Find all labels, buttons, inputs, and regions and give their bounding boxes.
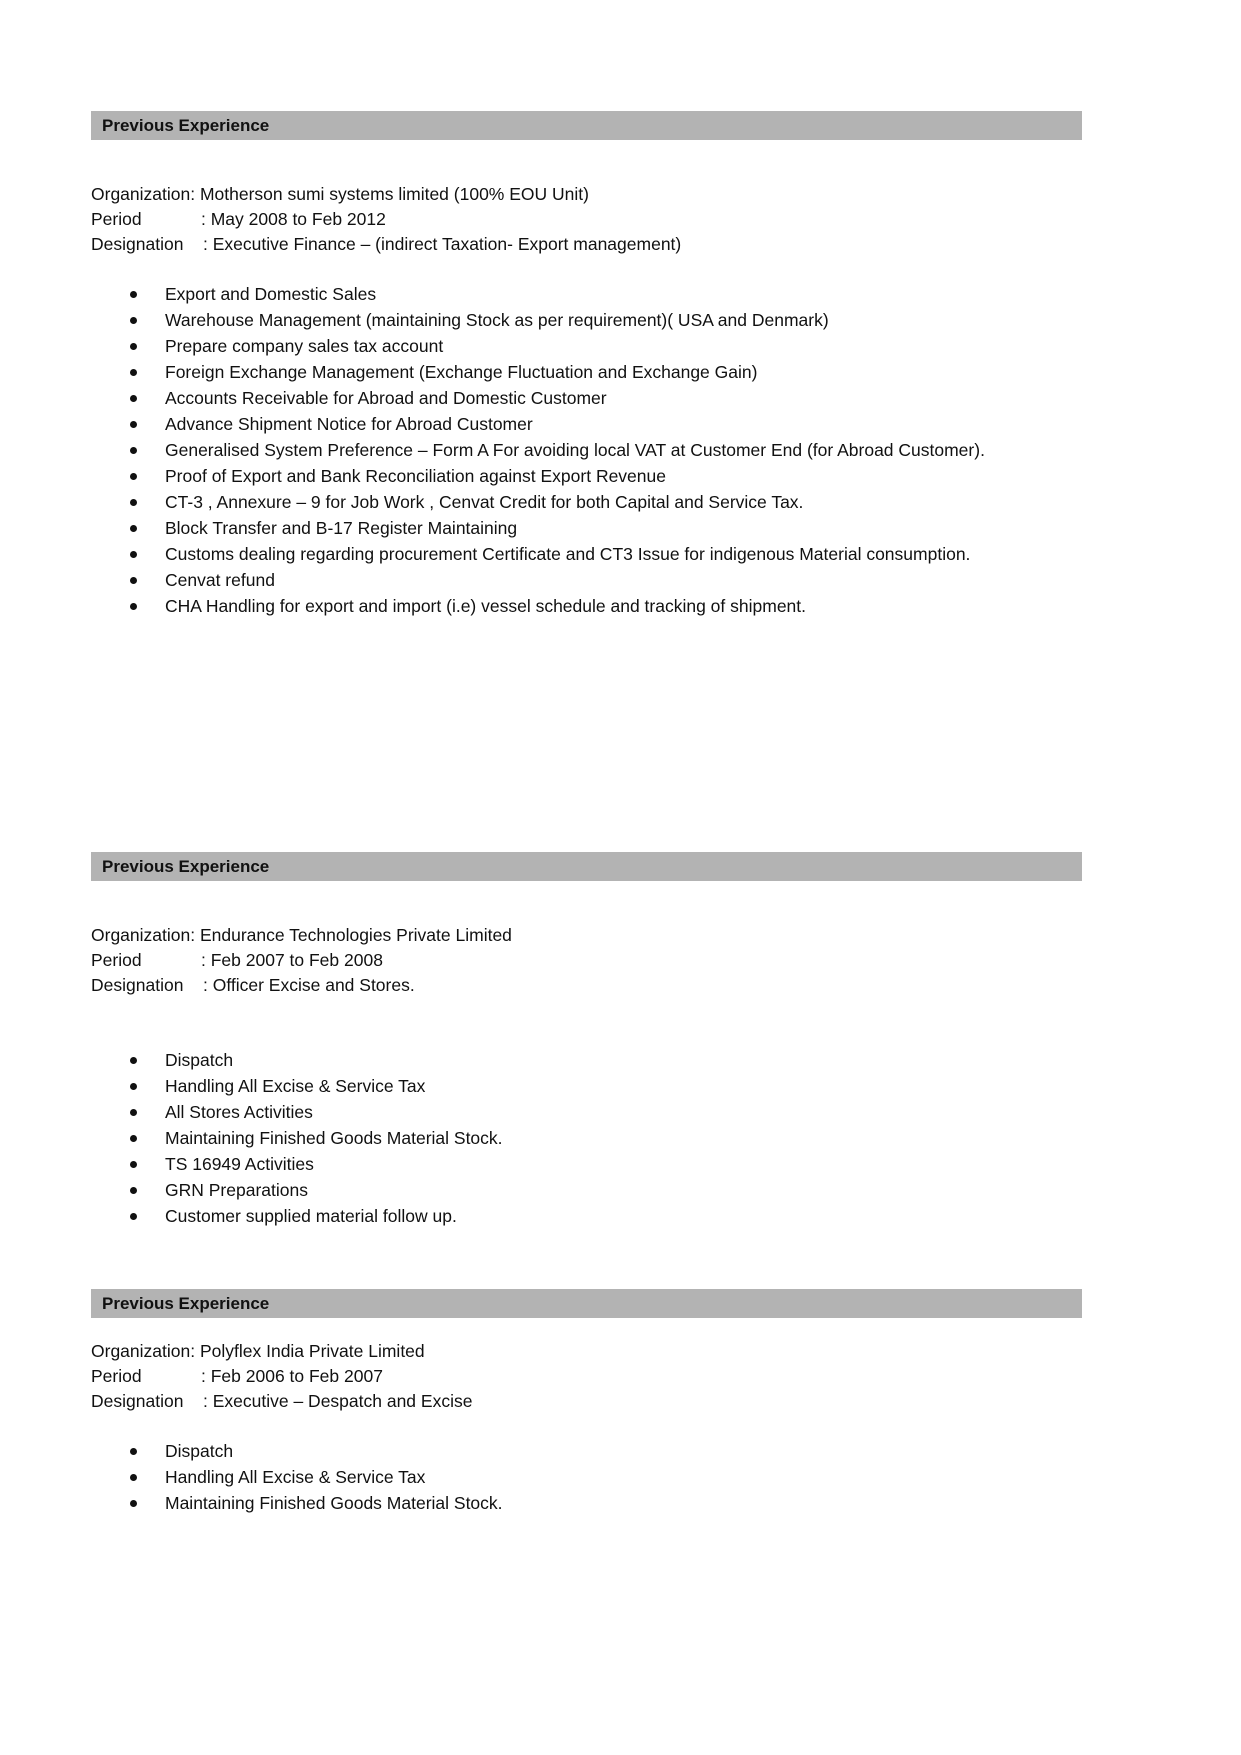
list-item-text: GRN Preparations: [165, 1180, 308, 1200]
period-value: : Feb 2007 to Feb 2008: [201, 950, 383, 970]
list-item: [91, 1047, 1082, 1073]
bullet-icon: [130, 1187, 137, 1194]
job-info: [91, 923, 1082, 998]
list-item: [91, 385, 1082, 411]
list-item: [91, 567, 1082, 593]
list-item-text: Export and Domestic Sales: [165, 284, 377, 304]
bullet-icon: [130, 473, 137, 480]
bullet-icon: [130, 1161, 137, 1168]
list-item-text: Proof of Export and Bank Reconciliation against Export Revenue: [165, 466, 666, 486]
organization-value: : Polyflex India Private Limited: [190, 1341, 425, 1361]
organization-row: [91, 1339, 1082, 1364]
job-info: [91, 182, 1082, 257]
bullet-icon: [130, 1213, 137, 1220]
list-item-text: Warehouse Management (maintaining Stock as per requirement)( USA and Denmark): [165, 310, 829, 330]
organization-label: Organization: [91, 925, 191, 945]
list-item-text: Generalised System Preference – Form A For avoiding local VAT at Customer End (for Abroad Customer).: [165, 440, 985, 460]
list-item-text: Block Transfer and B-17 Register Maintaining: [165, 518, 518, 538]
list-item: [91, 437, 1082, 463]
bullet-icon: [130, 525, 137, 532]
list-item-text: TS 16949 Activities: [165, 1154, 314, 1174]
list-item: [91, 593, 1082, 619]
list-item-text: Customer supplied material follow up.: [165, 1206, 457, 1226]
organization-row: [91, 923, 1082, 948]
section-header: Previous Experience: [91, 852, 1082, 881]
list-item: [91, 1464, 1082, 1490]
organization-row: [91, 182, 1082, 207]
bullet-icon: [130, 603, 137, 610]
list-item: [91, 359, 1082, 385]
list-item-text: All Stores Activities: [165, 1102, 313, 1122]
designation-label: Designation: [91, 975, 184, 995]
list-item: [91, 307, 1082, 333]
job-info: [91, 1339, 1082, 1414]
bullet-icon: [130, 369, 137, 376]
bullet-icon: [130, 1083, 137, 1090]
period-label: Period: [91, 950, 142, 970]
designation-label: Designation: [91, 1391, 184, 1411]
bullet-icon: [130, 1057, 137, 1064]
bullet-icon: [130, 1474, 137, 1481]
list-item: [91, 489, 1082, 515]
list-item-text: CT-3 , Annexure – 9 for Job Work , Cenvat Credit for both Capital and Service Tax.: [165, 492, 804, 512]
list-item: [91, 1151, 1082, 1177]
list-item: [91, 1125, 1082, 1151]
list-item-text: Handling All Excise & Service Tax: [165, 1076, 426, 1096]
bullet-icon: [130, 343, 137, 350]
designation-value: : Executive Finance – (indirect Taxation- Export management): [203, 234, 682, 254]
bullet-icon: [130, 1109, 137, 1116]
bullet-icon: [130, 1500, 137, 1507]
list-item: [91, 333, 1082, 359]
responsibility-list: [91, 1438, 1082, 1516]
period-row: [91, 948, 1082, 973]
designation-value: : Executive – Despatch and Excise: [203, 1391, 473, 1411]
designation-row: [91, 1389, 1082, 1414]
list-item: [91, 541, 1082, 567]
period-label: Period: [91, 1366, 142, 1386]
period-value: : May 2008 to Feb 2012: [201, 209, 386, 229]
period-row: [91, 1364, 1082, 1389]
list-item-text: Accounts Receivable for Abroad and Domestic Customer: [165, 388, 607, 408]
responsibility-list: [91, 281, 1082, 619]
list-item: [91, 411, 1082, 437]
list-item: [91, 1438, 1082, 1464]
list-item-text: Maintaining Finished Goods Material Stock.: [165, 1128, 503, 1148]
bullet-icon: [130, 395, 137, 402]
designation-label: Designation: [91, 234, 184, 254]
list-item-text: Foreign Exchange Management (Exchange Fluctuation and Exchange Gain): [165, 362, 758, 382]
designation-value: : Officer Excise and Stores.: [203, 975, 415, 995]
experience-section-2: [91, 852, 1082, 1229]
responsibility-list: [91, 1047, 1082, 1229]
section-header: Previous Experience: [91, 1289, 1082, 1318]
experience-section-3: [91, 1289, 1082, 1516]
list-item: [91, 1177, 1082, 1203]
bullet-icon: [130, 499, 137, 506]
list-item-text: Customs dealing regarding procurement Certificate and CT3 Issue for indigenous Material consumption.: [165, 544, 971, 564]
organization-value: : Motherson sumi systems limited (100% EOU Unit): [190, 184, 589, 204]
period-row: [91, 207, 1082, 232]
organization-label: Organization: [91, 1341, 191, 1361]
bullet-icon: [130, 291, 137, 298]
bullet-icon: [130, 577, 137, 584]
list-item: [91, 1203, 1082, 1229]
bullet-icon: [130, 447, 137, 454]
list-item-text: Cenvat refund: [165, 570, 275, 590]
designation-row: [91, 232, 1082, 257]
list-item: [91, 1099, 1082, 1125]
bullet-icon: [130, 1135, 137, 1142]
list-item: [91, 463, 1082, 489]
list-item-text: Prepare company sales tax account: [165, 336, 444, 356]
list-item-text: Maintaining Finished Goods Material Stock.: [165, 1493, 503, 1513]
list-item: [91, 281, 1082, 307]
list-item-text: Dispatch: [165, 1441, 234, 1461]
list-item: [91, 515, 1082, 541]
designation-row: [91, 973, 1082, 998]
bullet-icon: [130, 1448, 137, 1455]
period-label: Period: [91, 209, 142, 229]
bullet-icon: [130, 317, 137, 324]
list-item-text: Advance Shipment Notice for Abroad Customer: [165, 414, 533, 434]
list-item: [91, 1490, 1082, 1516]
experience-section-1: [91, 111, 1082, 619]
bullet-icon: [130, 551, 137, 558]
bullet-icon: [130, 421, 137, 428]
list-item-text: Handling All Excise & Service Tax: [165, 1467, 426, 1487]
section-header: Previous Experience: [91, 111, 1082, 140]
organization-value: : Endurance Technologies Private Limited: [190, 925, 512, 945]
list-item-text: Dispatch: [165, 1050, 234, 1070]
organization-label: Organization: [91, 184, 191, 204]
period-value: : Feb 2006 to Feb 2007: [201, 1366, 383, 1386]
list-item: [91, 1073, 1082, 1099]
list-item-text: CHA Handling for export and import (i.e) vessel schedule and tracking of shipment.: [165, 596, 807, 616]
